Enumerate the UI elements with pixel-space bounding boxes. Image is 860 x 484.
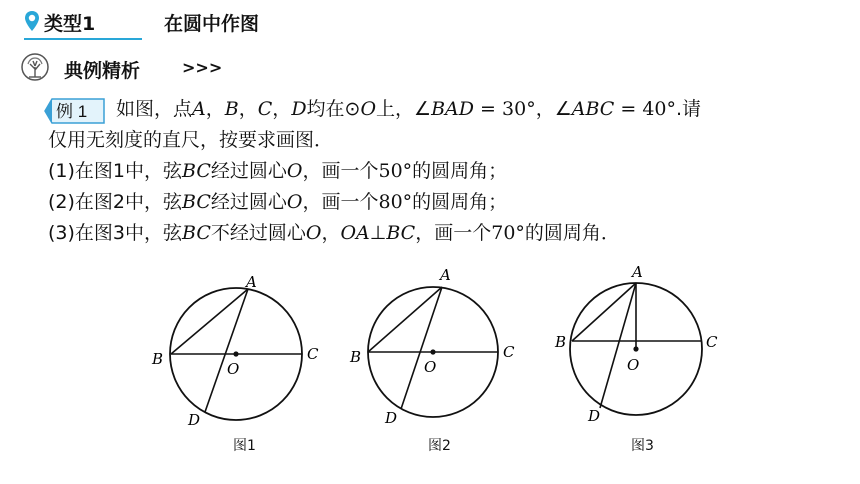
- question-3: [48, 218, 848, 249]
- label-o: O: [627, 356, 640, 374]
- label-d: D: [385, 409, 398, 427]
- label-o: O: [227, 360, 240, 378]
- chord-bc: BC: [182, 191, 211, 213]
- question-1: [48, 156, 848, 187]
- point-o: O: [305, 222, 322, 244]
- label-c: C: [503, 343, 515, 361]
- center-point: [233, 351, 238, 356]
- center-point: [430, 349, 435, 354]
- chord-bc: BC: [386, 222, 416, 244]
- point-o: O: [286, 191, 303, 213]
- text-part: 的圆周角．: [524, 222, 620, 244]
- type-title: 在圆中作图: [164, 13, 260, 35]
- label-d: D: [588, 407, 601, 425]
- text-part: ，画一个: [302, 160, 379, 182]
- figure-3: [545, 262, 730, 437]
- problem-text: [48, 94, 848, 249]
- label-b: B: [152, 350, 164, 368]
- point-c: C: [257, 98, 273, 120]
- text-part: ，: [238, 98, 258, 120]
- label-b: B: [350, 348, 362, 366]
- point-d: D: [291, 98, 307, 120]
- header-underline: [24, 38, 142, 40]
- problem-line-2: 仅用无刻度的直尺，按要求画图．: [48, 129, 334, 151]
- angle-value: = 40°: [614, 98, 677, 120]
- text-part: ，: [321, 222, 341, 244]
- label-a: A: [632, 263, 643, 281]
- text-part: ，∠: [535, 98, 572, 120]
- point-b: B: [224, 98, 239, 120]
- point-o: O: [360, 98, 377, 120]
- text-part: 均在⊙: [306, 98, 361, 120]
- section-arrows: >>>: [182, 58, 223, 77]
- text-part: .请: [676, 98, 702, 120]
- angle-bad: BAD: [431, 98, 475, 120]
- figure-1-caption: 图1: [233, 438, 256, 454]
- figure-1: [140, 262, 340, 437]
- label-d: D: [188, 411, 201, 429]
- text-part: ，: [205, 98, 225, 120]
- chord-ad: [600, 283, 636, 408]
- label-a: A: [440, 266, 451, 284]
- figure-2-caption: 图2: [428, 438, 451, 454]
- perpendicular-symbol: ⊥: [369, 222, 387, 244]
- label-o: O: [424, 358, 437, 376]
- segment-oa: OA: [340, 222, 370, 244]
- point-a: A: [192, 98, 206, 120]
- angle-value: = 30°: [474, 98, 536, 120]
- figure-2: [340, 262, 530, 437]
- text-part: 经过圆心: [210, 191, 287, 213]
- angle-abc: ABC: [571, 98, 615, 120]
- type-label: 类型1: [44, 13, 96, 35]
- tree-icon: [20, 52, 50, 82]
- question-2: [48, 187, 848, 218]
- text-part: (2)在图2中，弦: [48, 191, 183, 213]
- label-c: C: [307, 345, 319, 363]
- label-b: B: [555, 333, 567, 351]
- section-title: 典例精析: [64, 60, 141, 82]
- center-point: [633, 346, 638, 351]
- text-part: 上，∠: [376, 98, 432, 120]
- example-tag-label: 例 1: [56, 102, 88, 121]
- text-part: (3)在图3中，弦: [48, 222, 183, 244]
- chord-bc: BC: [182, 160, 211, 182]
- text-part: 不经过圆心: [210, 222, 306, 244]
- text-part: 的圆周角；: [412, 160, 508, 182]
- problem-line-1: [48, 94, 848, 125]
- chord-bc: BC: [182, 222, 211, 244]
- text-part: 如图，点: [116, 98, 193, 120]
- degree-value: 80°: [378, 191, 413, 213]
- label-c: C: [706, 333, 718, 351]
- figure-3-caption: 图3: [631, 438, 654, 454]
- degree-value: 70°: [491, 222, 525, 244]
- text-part: (1)在图1中，弦: [48, 160, 183, 182]
- text-part: ，画一个: [302, 191, 379, 213]
- label-a: A: [246, 273, 257, 291]
- point-o: O: [286, 160, 303, 182]
- location-pin-icon: [24, 10, 40, 34]
- text-part: 的圆周角；: [412, 191, 508, 213]
- text-part: ，画一个: [415, 222, 492, 244]
- degree-value: 50°: [378, 160, 413, 182]
- text-part: ，: [272, 98, 292, 120]
- text-part: 经过圆心: [210, 160, 287, 182]
